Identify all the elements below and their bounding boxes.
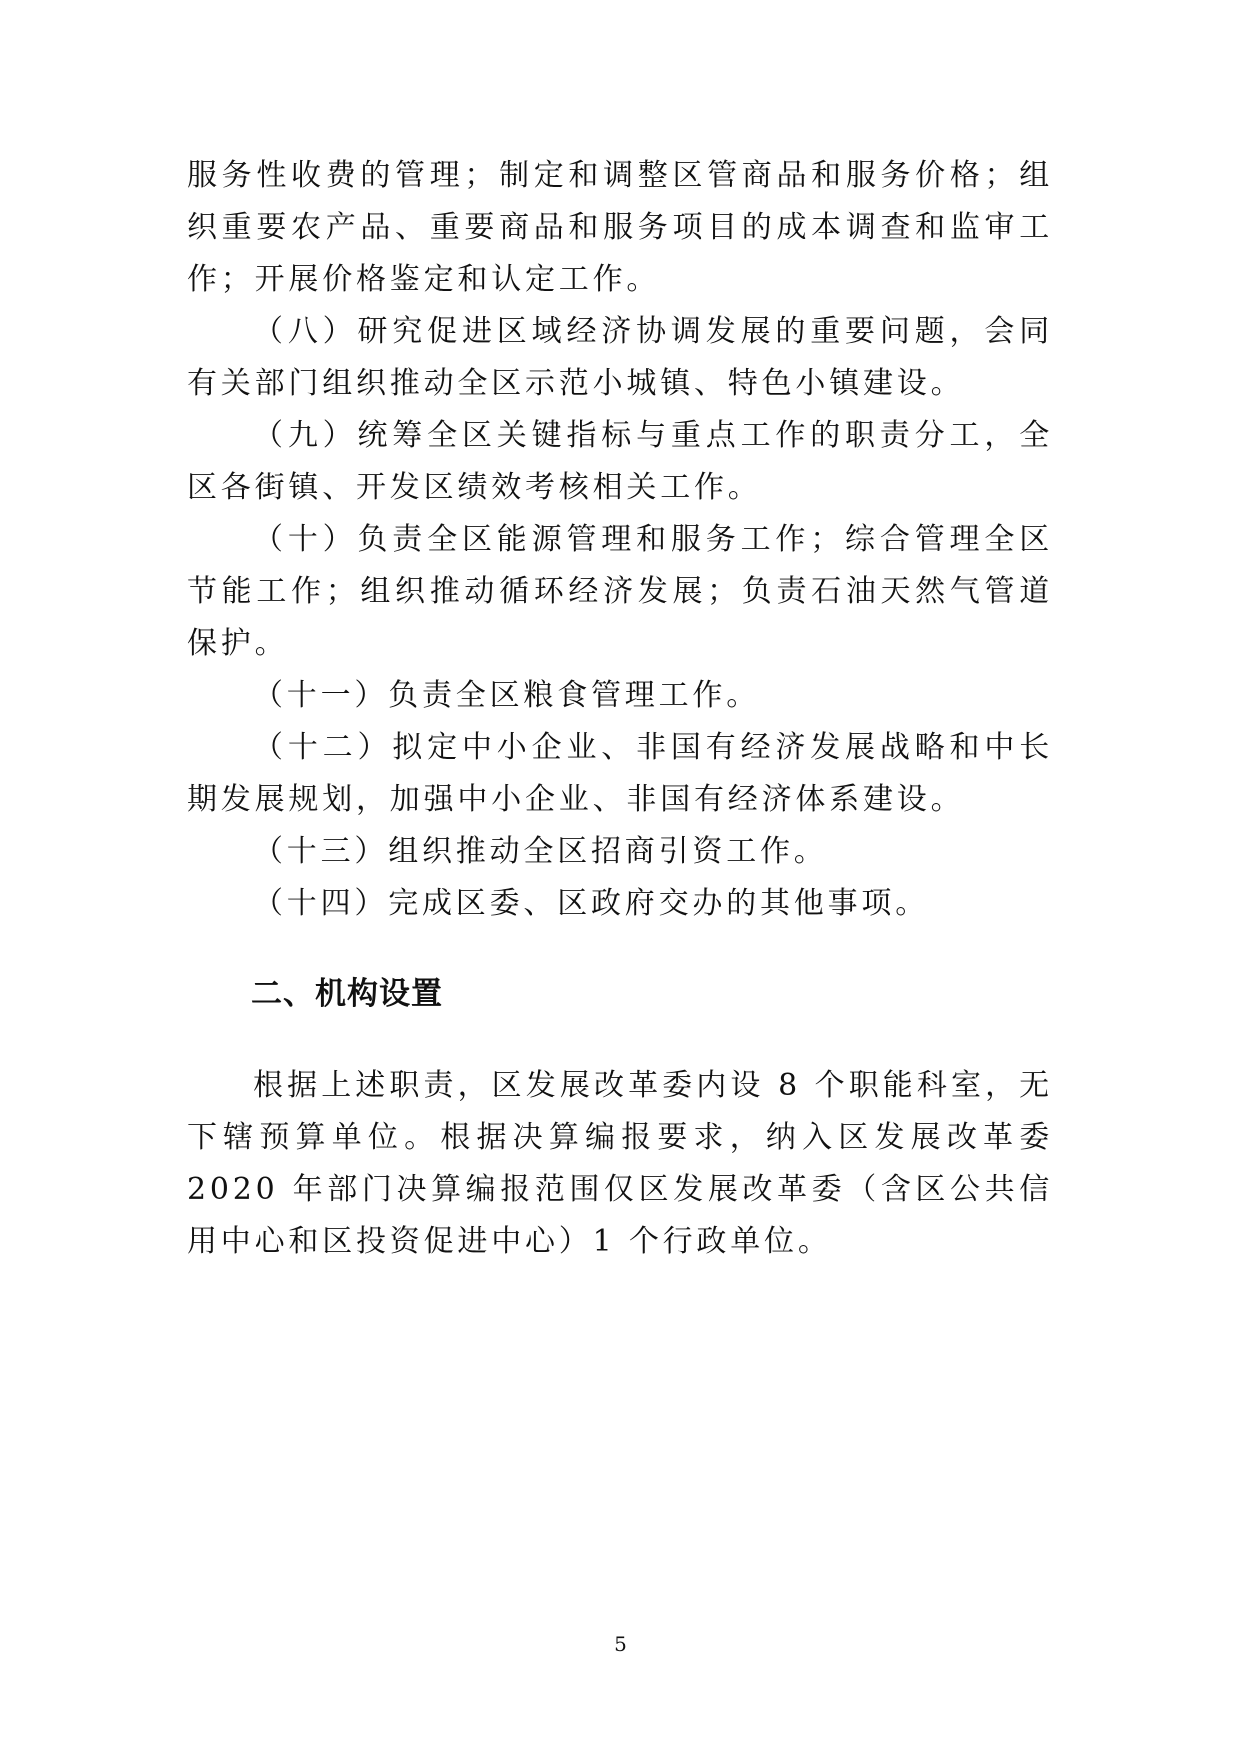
paragraph-item-12: （十二）拟定中小企业、非国有经济发展战略和中长期发展规划，加强中小企业、非国有经济体系建设。 — [187, 730, 1053, 817]
duties-list — [187, 150, 1053, 930]
paragraph-org-setup: 根据上述职责，区发展改革委内设 8 个职能科室，无下辖预算单位。根据决算编报要求，纳入区发展改革委 2020 年部门决算编报范围仅区发展改革委（含区公共信用中心和区投资促进中心）1 个行政单位。 — [187, 1068, 1053, 1259]
organization-section — [187, 1060, 1053, 1268]
paragraph-item-13: （十三）组织推动全区招商引资工作。 — [253, 834, 828, 869]
paragraph-item-8: （八）研究促进区域经济协调发展的重要问题，会同有关部门组织推动全区示范小城镇、特色小镇建设。 — [187, 314, 1053, 401]
paragraph-p-continued: 服务性收费的管理；制定和调整区管商品和服务价格；组织重要农产品、重要商品和服务项目的成本调查和监审工作；开展价格鉴定和认定工作。 — [187, 158, 1053, 297]
page-content — [187, 150, 1053, 1268]
section-heading: 二、机构设置 — [251, 976, 443, 1012]
paragraph-item-14: （十四）完成区委、区政府交办的其他事项。 — [253, 886, 929, 921]
page-number: 5 — [614, 1632, 627, 1656]
paragraph-item-10: （十）负责全区能源管理和服务工作；综合管理全区节能工作；组织推动循环经济发展；负责石油天然气管道保护。 — [187, 522, 1053, 661]
paragraph-item-9: （九）统筹全区关键指标与重点工作的职责分工，全区各街镇、开发区绩效考核相关工作。 — [187, 418, 1053, 505]
paragraph-item-11: （十一）负责全区粮食管理工作。 — [253, 678, 760, 713]
